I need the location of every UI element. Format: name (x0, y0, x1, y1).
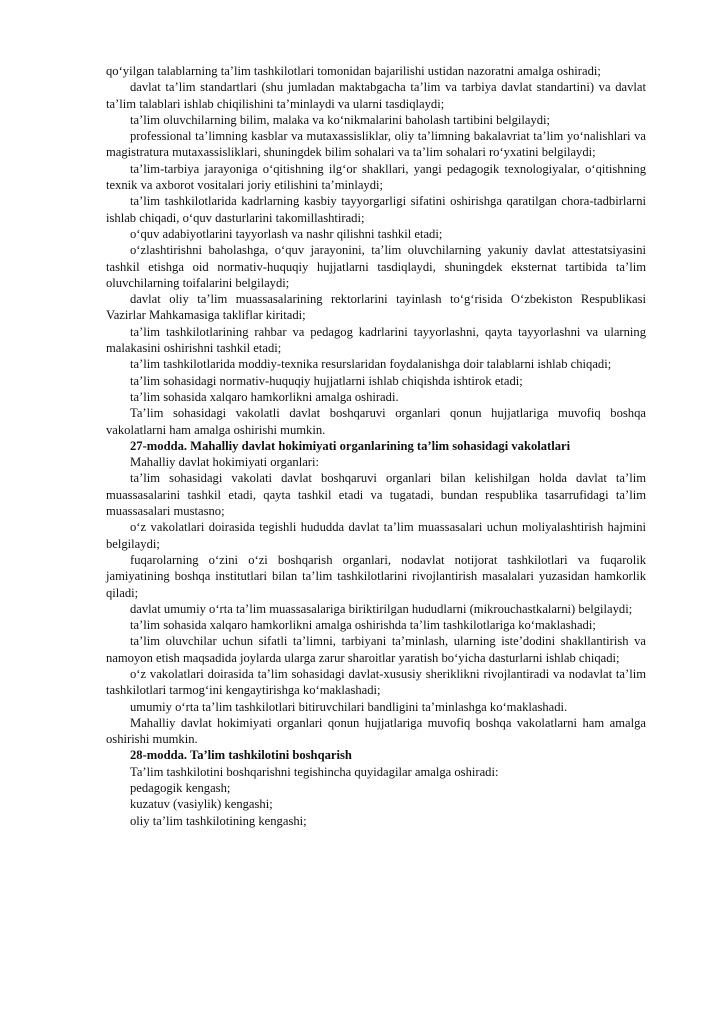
paragraph: Ta’lim tashkilotini boshqarishni tegishincha quyidagilar amalga oshiradi: (130, 764, 499, 779)
article-28-heading: 28-modda. Ta’lim tashkilotini boshqarish (130, 748, 352, 763)
paragraph: fuqarolarning o‘zini o‘zi boshqarish organlari, nodavlat notijorat tashkilotlari va fuqarolik jamiyatining boshqa institutlari bilan ta’lim tashkilotlarini rivojlantirish masalalari yuzasidan hamkorlik qiladi; (106, 552, 646, 600)
paragraph: ta’lim-tarbiya jarayoniga o‘qitishning ilg‘or shakllari, yangi pedagogik texnologiyalar, o‘qitishning texnik va axborot vositalari joriy etilishini ta’minlaydi; (106, 161, 646, 193)
paragraph: ta’lim oluvchilarning bilim, malaka va ko‘nikmalarini baholash tartibini belgilaydi; (130, 112, 551, 127)
paragraph: ta’lim tashkilotlarining rahbar va pedagog kadrlarini tayyorlashni, qayta tayyorlashni va ularning malakasini oshirishni tashkil etadi; (106, 324, 646, 356)
paragraph: qo‘yilgan talablarning ta’lim tashkilotlari tomonidan bajarilishi ustidan nazoratni amalga oshiradi; (106, 64, 601, 78)
paragraph: ta’lim tashkilotlarida kadrlarning kasbiy tayyorgarligi sifatini oshirishga qaratilgan chora-tadbirlarni ishlab chiqadi, o‘quv dasturlarini takomillashtiradi; (106, 194, 646, 225)
paragraph: o‘z vakolatlari doirasida tegishli hududda davlat ta’lim muassasalari uchun moliyalashtirish hajmini belgilaydi; (106, 520, 646, 551)
document-page (106, 63, 646, 829)
paragraph: ta’lim sohasida xalqaro hamkorlikni amalga oshiradi. (130, 389, 399, 404)
paragraph: o‘z vakolatlari doirasida ta’lim sohasidagi davlat-xususiy sheriklikni rivojlantiradi va nodavlat ta’lim tashkilotlari tarmog‘ini kengaytirishga ko‘maklashadi; (106, 666, 646, 698)
paragraph: ta’lim sohasida xalqaro hamkorlikni amalga oshirishda ta’lim tashkilotlariga ko‘maklashadi; (130, 618, 596, 633)
paragraph: o‘quv adabiyotlarini tayyorlash va nashr qilishni tashkil etadi; (130, 226, 443, 241)
paragraph: ta’lim oluvchilar uchun sifatli ta’limni, tarbiyani ta’minlash, ularning iste’dodini shakllantirish va namoyon etish maqsadida joylarda ularga zarur sharoitlar yaratish bo‘yicha dasturlarni ishlab chiqadi; (106, 634, 646, 665)
paragraph: o‘zlashtirishni baholashga, o‘quv jarayonini, ta’lim oluvchilarning yakuniy davlat attestatsiyasini tashkil etishga oid normativ-huquqiy hujjatlarni tasdiqlaydi, shuningdek eksternat tartibida ta’lim oluvchilarning toifalarini belgilaydi; (106, 243, 646, 290)
paragraph: Ta’lim sohasidagi vakolatli davlat boshqaruvi organlari qonun hujjatlariga muvofiq boshqa vakolatlarni ham amalga oshirishi mumkin. (106, 406, 646, 437)
paragraph: pedagogik kengash; (130, 781, 231, 796)
paragraph: umumiy o‘rta ta’lim tashkilotlari bitiruvchilari bandligini ta’minlashga ko‘maklashadi. (130, 699, 568, 714)
paragraph: Mahalliy davlat hokimiyati organlari qonun hujjatlariga muvofiq boshqa vakolatlarni ham amalga oshirishi mumkin. (106, 715, 646, 747)
paragraph: ta’lim sohasidagi vakolati davlat boshqaruvi organlari bilan kelishilgan holda davlat ta’lim muassasalarini tashkil etadi, qayta tashkil etadi va tugatadi, bundan respublika tasarrufidagi ta’lim muassasalari mustasno; (106, 471, 646, 519)
paragraph: davlat ta’lim standartlari (shu jumladan maktabgacha ta’lim va tarbiya davlat standartini) va davlat ta’lim talablari ishlab chiqilishini ta’minlaydi va ularni tasdiqlaydi; (106, 80, 646, 111)
paragraph: davlat oliy ta’lim muassasalarining rektorlarini tayinlash to‘g‘risida O‘zbekiston Respublikasi Vazirlar Mahkamasiga takliflar kiritadi; (106, 292, 646, 323)
paragraph: Mahalliy davlat hokimiyati organlari: (130, 455, 319, 470)
paragraph: ta’lim sohasidagi normativ-huquqiy hujjatlarni ishlab chiqishda ishtirok etadi; (130, 373, 523, 388)
paragraph: kuzatuv (vasiylik) kengashi; (130, 797, 273, 812)
article-27-heading: 27-modda. Mahalliy davlat hokimiyati organlarining ta’lim sohasidagi vakolatlari (130, 438, 571, 453)
paragraph: davlat umumiy o‘rta ta’lim muassasalariga biriktirilgan hududlarni (mikrouchastkalarni) belgilaydi; (130, 601, 633, 616)
paragraph: oliy ta’lim tashkilotining kengashi; (130, 813, 307, 828)
paragraph: professional ta’limning kasblar va mutaxassisliklar, oliy ta’limning bakalavriat ta’lim yo‘nalishlari va magistratura mutaxassisliklari, shuningdek bilim sohalari va ta’lim sohalari ro‘yxatini belgilaydi; (106, 129, 646, 160)
paragraph: ta’lim tashkilotlarida moddiy-texnika resurslaridan foydalanishga doir talablarni ishlab chiqadi; (130, 357, 612, 372)
